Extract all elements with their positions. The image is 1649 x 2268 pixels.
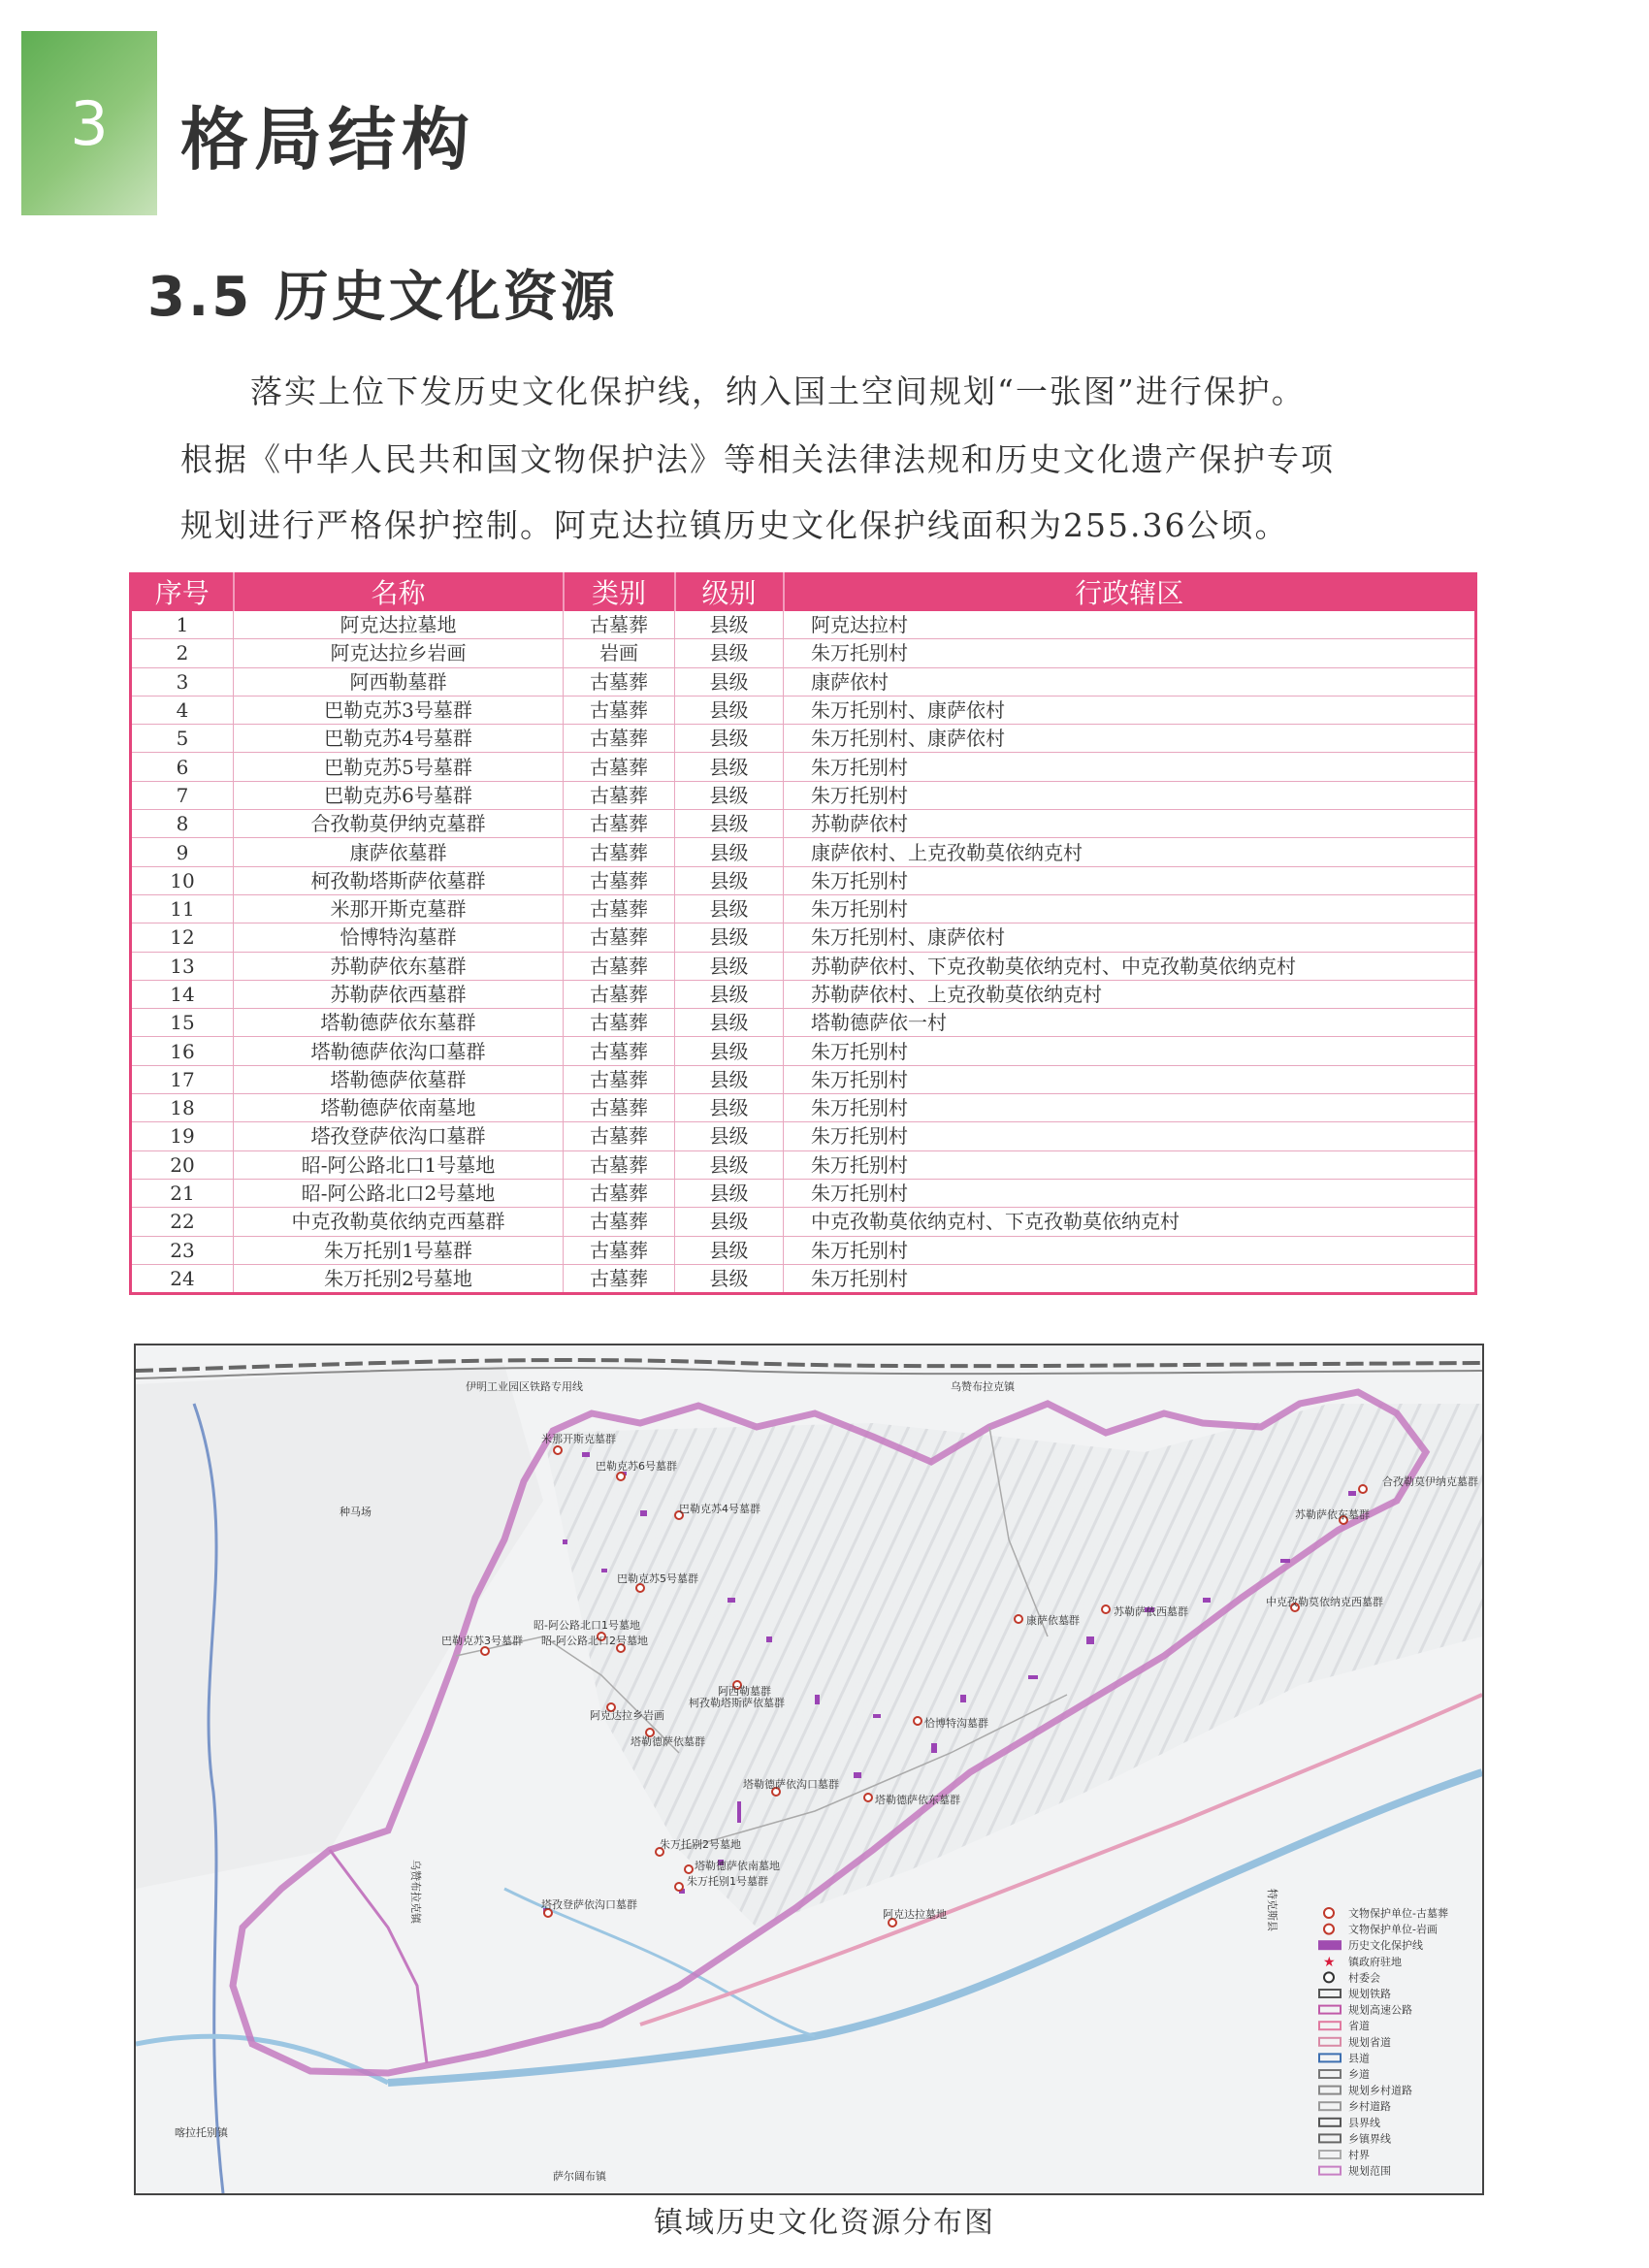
cell-category: 古墓葬 bbox=[564, 1236, 675, 1264]
chapter-number: 3 bbox=[70, 87, 109, 159]
cell-name: 朱万托别1号墓群 bbox=[234, 1236, 564, 1264]
cell-index: 18 bbox=[131, 1094, 234, 1122]
relic-tomb-icon bbox=[1324, 1908, 1334, 1918]
cell-category: 古墓葬 bbox=[564, 1264, 675, 1293]
cell-name: 朱万托别2号墓地 bbox=[234, 1264, 564, 1293]
cell-category: 古墓葬 bbox=[564, 866, 675, 894]
cell-category: 古墓葬 bbox=[564, 753, 675, 781]
label-j1: 朱万托别1号墓群 bbox=[687, 1875, 768, 1888]
label-te: 塔勒德萨依东墓群 bbox=[875, 1794, 960, 1806]
cell-region: 朱万托别村 bbox=[784, 753, 1476, 781]
cell-name: 合孜勒莫伊纳克墓群 bbox=[234, 810, 564, 838]
cell-index: 7 bbox=[131, 781, 234, 809]
cell-category: 古墓葬 bbox=[564, 1037, 675, 1065]
cell-category: 古墓葬 bbox=[564, 611, 675, 639]
cell-level: 县级 bbox=[675, 1264, 784, 1293]
cell-region: 朱万托别村、康萨依村 bbox=[784, 923, 1476, 952]
header-region: 行政辖区 bbox=[784, 572, 1476, 611]
table-row bbox=[131, 1122, 1476, 1150]
label-z1: 昭-阿公路北口1号墓地 bbox=[534, 1619, 640, 1632]
cell-name: 昭-阿公路北口1号墓地 bbox=[234, 1150, 564, 1179]
label-sw-town: 喀拉托别镇 bbox=[175, 2126, 228, 2139]
cell-level: 县级 bbox=[675, 810, 784, 838]
map-caption: 镇域历史文化资源分布图 bbox=[654, 2206, 995, 2240]
label-z2: 昭-阿公路北口2号墓地 bbox=[541, 1635, 648, 1647]
cell-name: 塔勒德萨依沟口墓群 bbox=[234, 1037, 564, 1065]
heritage-line-icon bbox=[1319, 1941, 1341, 1949]
table-row bbox=[131, 1264, 1476, 1293]
table-header-row bbox=[131, 572, 1476, 611]
cell-region: 朱万托别村 bbox=[784, 1065, 1476, 1093]
gov-star-icon: ★ bbox=[1323, 1954, 1336, 1970]
cell-name: 苏勒萨依西墓群 bbox=[234, 980, 564, 1008]
cell-level: 县级 bbox=[675, 696, 784, 724]
cell-level: 县级 bbox=[675, 725, 784, 753]
cell-name: 柯孜勒塔斯萨依墓群 bbox=[234, 866, 564, 894]
heritage-table bbox=[129, 572, 1477, 1295]
table-row bbox=[131, 1150, 1476, 1179]
table-row bbox=[131, 1208, 1476, 1236]
cell-index: 8 bbox=[131, 810, 234, 838]
cell-region: 阿克达拉村 bbox=[784, 611, 1476, 639]
cell-region: 苏勒萨依村、上克孜勒莫依纳克村 bbox=[784, 980, 1476, 1008]
table-row bbox=[131, 781, 1476, 809]
cell-level: 县级 bbox=[675, 1037, 784, 1065]
paragraph-line-2: 根据《中华人民共和国文物保护法》等相关法律法规和历史文化遗产保护专项 bbox=[180, 440, 1335, 478]
cell-index: 11 bbox=[131, 894, 234, 923]
cell-index: 16 bbox=[131, 1037, 234, 1065]
paragraph-line-3: 规划进行严格保护控制。阿克达拉镇历史文化保护线面积为255.36公顷。 bbox=[180, 506, 1289, 544]
cell-level: 县级 bbox=[675, 952, 784, 980]
legend-item bbox=[1319, 1938, 1423, 1952]
table-row bbox=[131, 838, 1476, 866]
cell-index: 6 bbox=[131, 753, 234, 781]
cell-level: 县级 bbox=[675, 1065, 784, 1093]
cell-name: 阿西勒墓群 bbox=[234, 667, 564, 696]
legend-label: 乡镇界线 bbox=[1348, 2132, 1391, 2146]
legend-label: 历史文化保护线 bbox=[1348, 1939, 1423, 1953]
cell-category: 古墓葬 bbox=[564, 725, 675, 753]
cell-category: 古墓葬 bbox=[564, 696, 675, 724]
cell-index: 19 bbox=[131, 1122, 234, 1150]
legend-label: 文物保护单位-古墓葬 bbox=[1348, 1907, 1448, 1920]
label-town-ne: 乌赞布拉克镇 bbox=[951, 1380, 1015, 1393]
table-row bbox=[131, 611, 1476, 639]
cell-index: 21 bbox=[131, 1179, 234, 1207]
cell-name: 中克孜勒莫依纳克西墓群 bbox=[234, 1208, 564, 1236]
cell-level: 县级 bbox=[675, 781, 784, 809]
legend-label: 村界 bbox=[1348, 2149, 1370, 2161]
label-b4: 巴勒克苏4号墓群 bbox=[679, 1503, 760, 1515]
table-row bbox=[131, 1236, 1476, 1264]
cell-category: 古墓葬 bbox=[564, 980, 675, 1008]
label-hz: 合孜勒莫伊纳克墓群 bbox=[1382, 1475, 1478, 1488]
legend-label: 文物保护单位-岩画 bbox=[1348, 1923, 1438, 1936]
label-wz: 乌赞布拉克镇 bbox=[409, 1860, 422, 1924]
cell-name: 巴勒克苏4号墓群 bbox=[234, 725, 564, 753]
cell-region: 朱万托别村 bbox=[784, 639, 1476, 667]
cell-index: 3 bbox=[131, 667, 234, 696]
cell-category: 古墓葬 bbox=[564, 1122, 675, 1150]
cell-level: 县级 bbox=[675, 1208, 784, 1236]
cell-name: 苏勒萨依东墓群 bbox=[234, 952, 564, 980]
table-row bbox=[131, 980, 1476, 1008]
label-j2: 朱万托别2号墓地 bbox=[660, 1838, 741, 1851]
label-se-town: 萨尔阔布镇 bbox=[553, 2170, 606, 2183]
table-row bbox=[131, 725, 1476, 753]
table-row bbox=[131, 696, 1476, 724]
cell-category: 古墓葬 bbox=[564, 1208, 675, 1236]
cell-region: 朱万托别村 bbox=[784, 1264, 1476, 1293]
table-row bbox=[131, 667, 1476, 696]
table-row bbox=[131, 1179, 1476, 1207]
cell-name: 康萨依墓群 bbox=[234, 838, 564, 866]
cell-name: 昭-阿公路北口2号墓地 bbox=[234, 1179, 564, 1207]
table-row bbox=[131, 1094, 1476, 1122]
cell-region: 朱万托别村 bbox=[784, 1122, 1476, 1150]
cell-region: 朱万托别村 bbox=[784, 1179, 1476, 1207]
cell-index: 20 bbox=[131, 1150, 234, 1179]
legend-label: 省道 bbox=[1348, 2020, 1370, 2033]
header-category: 类别 bbox=[564, 572, 675, 611]
header-name: 名称 bbox=[234, 572, 564, 611]
cell-category: 古墓葬 bbox=[564, 1065, 675, 1093]
relic-rock-icon bbox=[1324, 1925, 1334, 1934]
cell-region: 康萨依村、上克孜勒莫依纳克村 bbox=[784, 838, 1476, 866]
label-ax: 阿西勒墓群 bbox=[718, 1685, 771, 1698]
legend-label: 规划范围 bbox=[1348, 2164, 1391, 2178]
cell-level: 县级 bbox=[675, 1236, 784, 1264]
cell-name: 巴勒克苏3号墓群 bbox=[234, 696, 564, 724]
cell-level: 县级 bbox=[675, 1009, 784, 1037]
table-row bbox=[131, 1065, 1476, 1093]
cell-index: 12 bbox=[131, 923, 234, 952]
label-ks: 康萨依墓群 bbox=[1026, 1614, 1080, 1627]
label-tz: 塔孜登萨依沟口墓群 bbox=[541, 1898, 637, 1911]
cell-category: 古墓葬 bbox=[564, 1094, 675, 1122]
legend-item bbox=[1323, 1955, 1402, 1970]
cell-category: 古墓葬 bbox=[564, 838, 675, 866]
table-row bbox=[131, 639, 1476, 667]
cell-name: 巴勒克苏5号墓群 bbox=[234, 753, 564, 781]
cell-category: 古墓葬 bbox=[564, 667, 675, 696]
table-row bbox=[131, 894, 1476, 923]
cell-region: 康萨依村 bbox=[784, 667, 1476, 696]
header-level: 级别 bbox=[675, 572, 784, 611]
cell-region: 朱万托别村 bbox=[784, 1150, 1476, 1179]
label-railway: 伊明工业园区铁路专用线 bbox=[466, 1380, 583, 1393]
legend-label: 乡道 bbox=[1348, 2068, 1370, 2081]
cell-level: 县级 bbox=[675, 1150, 784, 1179]
cell-index: 9 bbox=[131, 838, 234, 866]
cell-index: 17 bbox=[131, 1065, 234, 1093]
label-tk: 特克斯县 bbox=[1266, 1889, 1278, 1931]
cell-region: 塔勒德萨依一村 bbox=[784, 1009, 1476, 1037]
cell-level: 县级 bbox=[675, 923, 784, 952]
cell-index: 4 bbox=[131, 696, 234, 724]
legend-label: 乡村道路 bbox=[1348, 2100, 1391, 2114]
cell-index: 2 bbox=[131, 639, 234, 667]
label-horse-farm: 种马场 bbox=[340, 1506, 372, 1518]
legend-label: 镇政府驻地 bbox=[1348, 1955, 1402, 1968]
table-body bbox=[131, 611, 1476, 1294]
label-tn: 塔勒德萨依南墓地 bbox=[695, 1860, 780, 1872]
header-index: 序号 bbox=[131, 572, 234, 611]
legend-label: 规划省道 bbox=[1348, 2035, 1391, 2049]
cell-name: 塔孜登萨依沟口墓群 bbox=[234, 1122, 564, 1150]
cell-region: 朱万托别村 bbox=[784, 1037, 1476, 1065]
cell-level: 县级 bbox=[675, 667, 784, 696]
cell-index: 14 bbox=[131, 980, 234, 1008]
cell-region: 朱万托别村 bbox=[784, 866, 1476, 894]
cell-index: 22 bbox=[131, 1208, 234, 1236]
cell-region: 朱万托别村 bbox=[784, 781, 1476, 809]
cell-level: 县级 bbox=[675, 1179, 784, 1207]
cell-region: 朱万托别村、康萨依村 bbox=[784, 725, 1476, 753]
cell-region: 朱万托别村 bbox=[784, 1094, 1476, 1122]
chapter-title: 格局结构 bbox=[180, 100, 475, 179]
cell-index: 13 bbox=[131, 952, 234, 980]
cell-level: 县级 bbox=[675, 1122, 784, 1150]
cell-level: 县级 bbox=[675, 611, 784, 639]
label-se: 苏勒萨依东墓群 bbox=[1295, 1508, 1370, 1521]
cell-region: 朱万托别村 bbox=[784, 894, 1476, 923]
cell-region: 苏勒萨依村 bbox=[784, 810, 1476, 838]
cell-region: 中克孜勒莫依纳克村、下克孜勒莫依纳克村 bbox=[784, 1208, 1476, 1236]
label-tg: 塔勒德萨依沟口墓群 bbox=[743, 1778, 839, 1791]
cell-index: 23 bbox=[131, 1236, 234, 1264]
cell-level: 县级 bbox=[675, 838, 784, 866]
legend-label: 县道 bbox=[1348, 2052, 1370, 2065]
cell-category: 古墓葬 bbox=[564, 894, 675, 923]
cell-level: 县级 bbox=[675, 753, 784, 781]
cell-name: 塔勒德萨依南墓地 bbox=[234, 1094, 564, 1122]
table-row bbox=[131, 923, 1476, 952]
cell-index: 5 bbox=[131, 725, 234, 753]
label-sw: 苏勒萨依西墓群 bbox=[1114, 1605, 1188, 1618]
label-ak: 阿克达拉墓地 bbox=[883, 1908, 947, 1921]
table-row bbox=[131, 810, 1476, 838]
cell-index: 10 bbox=[131, 866, 234, 894]
table-row bbox=[131, 952, 1476, 980]
cell-name: 塔勒德萨依墓群 bbox=[234, 1065, 564, 1093]
label-td: 塔勒德萨依墓群 bbox=[630, 1735, 705, 1748]
paragraph-line-1: 落实上位下发历史文化保护线，纳入国土空间规划“一张图”进行保护。 bbox=[250, 373, 1306, 410]
cell-level: 县级 bbox=[675, 1094, 784, 1122]
table-row bbox=[131, 1009, 1476, 1037]
cell-name: 塔勒德萨依东墓群 bbox=[234, 1009, 564, 1037]
cell-index: 1 bbox=[131, 611, 234, 639]
cell-index: 24 bbox=[131, 1264, 234, 1293]
cell-category: 古墓葬 bbox=[564, 952, 675, 980]
legend-label: 规划铁路 bbox=[1348, 1988, 1391, 2000]
table-row bbox=[131, 753, 1476, 781]
label-kz: 柯孜勒塔斯萨依墓群 bbox=[689, 1697, 785, 1709]
cell-name: 阿克达拉乡岩画 bbox=[234, 639, 564, 667]
cell-name: 巴勒克苏6号墓群 bbox=[234, 781, 564, 809]
label-yh: 阿克达拉乡岩画 bbox=[590, 1709, 664, 1722]
map-canvas bbox=[136, 1345, 1482, 2193]
cell-index: 15 bbox=[131, 1009, 234, 1037]
table-row bbox=[131, 1037, 1476, 1065]
cell-region: 朱万托别村、康萨依村 bbox=[784, 696, 1476, 724]
cell-region: 朱万托别村 bbox=[784, 1236, 1476, 1264]
cell-name: 阿克达拉墓地 bbox=[234, 611, 564, 639]
cell-level: 县级 bbox=[675, 980, 784, 1008]
label-zx: 中克孜勒莫依纳克西墓群 bbox=[1266, 1596, 1383, 1608]
cell-category: 古墓葬 bbox=[564, 1179, 675, 1207]
legend-label: 县界线 bbox=[1348, 2116, 1380, 2129]
legend-label: 规划高速公路 bbox=[1348, 2003, 1412, 2017]
distribution-map bbox=[134, 1344, 1484, 2195]
label-b6: 巴勒克苏6号墓群 bbox=[596, 1460, 677, 1473]
section-title: 3.5 历史文化资源 bbox=[147, 266, 618, 329]
label-mi: 米那开斯克墓群 bbox=[541, 1433, 616, 1445]
table-row bbox=[131, 866, 1476, 894]
label-b5: 巴勒克苏5号墓群 bbox=[617, 1572, 698, 1585]
cell-category: 古墓葬 bbox=[564, 781, 675, 809]
cell-category: 古墓葬 bbox=[564, 923, 675, 952]
legend-label: 规划乡村道路 bbox=[1348, 2084, 1412, 2097]
cell-name: 恰博特沟墓群 bbox=[234, 923, 564, 952]
cell-level: 县级 bbox=[675, 639, 784, 667]
label-qb: 恰博特沟墓群 bbox=[924, 1717, 988, 1730]
cell-category: 古墓葬 bbox=[564, 1009, 675, 1037]
cell-name: 米那开斯克墓群 bbox=[234, 894, 564, 923]
label-b3: 巴勒克苏3号墓群 bbox=[441, 1635, 523, 1647]
cell-level: 县级 bbox=[675, 866, 784, 894]
cell-category: 岩画 bbox=[564, 639, 675, 667]
cell-category: 古墓葬 bbox=[564, 810, 675, 838]
cell-category: 古墓葬 bbox=[564, 1150, 675, 1179]
cell-level: 县级 bbox=[675, 894, 784, 923]
village-committee-icon bbox=[1324, 1972, 1334, 1982]
cell-region: 苏勒萨依村、下克孜勒莫依纳克村、中克孜勒莫依纳克村 bbox=[784, 952, 1476, 980]
legend-label: 村委会 bbox=[1348, 1971, 1380, 1985]
